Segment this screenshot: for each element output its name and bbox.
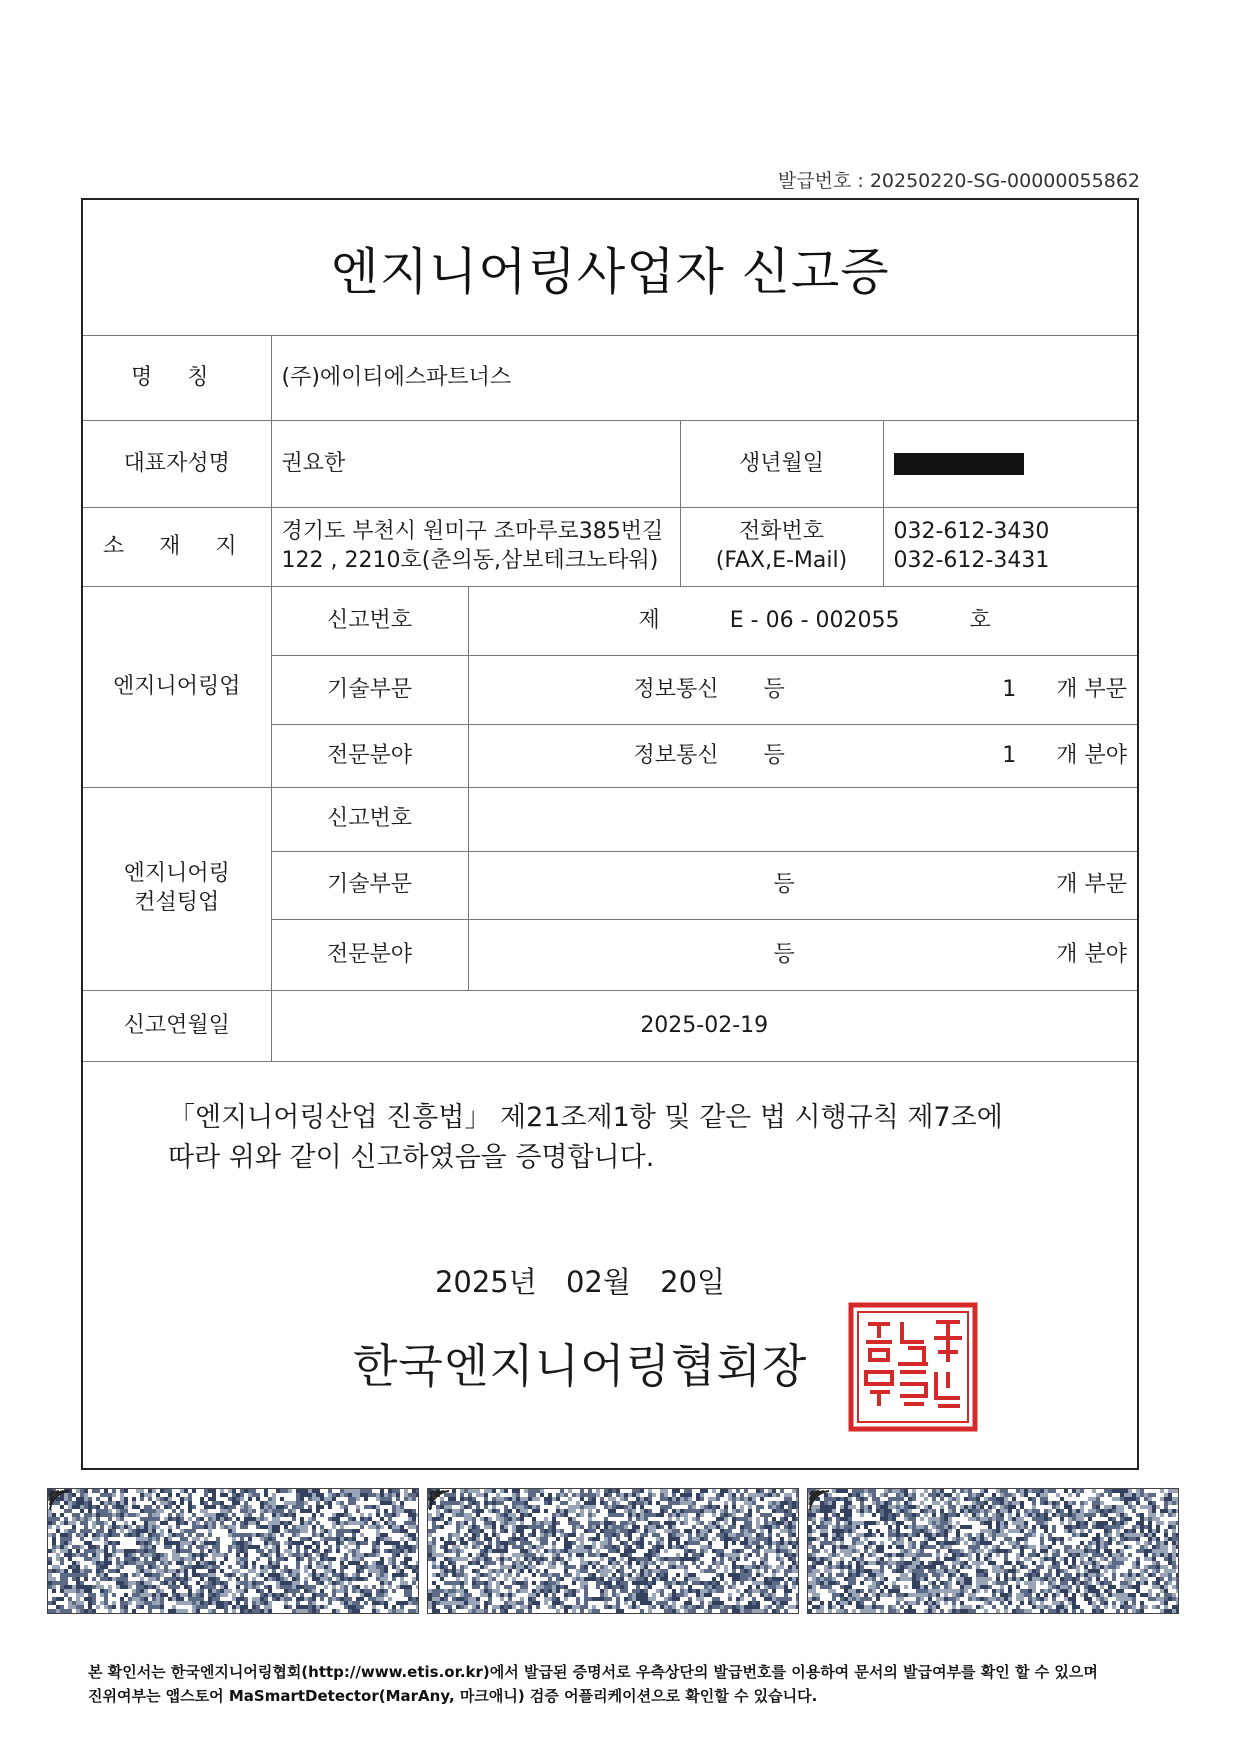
statement-line1: 「엔지니어링산업 진흥법」 제21조제1항 및 같은 법 시행규칙 제7조에 bbox=[168, 1102, 1003, 1133]
eng-report-no-label: 신고번호 bbox=[271, 587, 468, 656]
consult-tech-etc: 등 bbox=[773, 872, 795, 898]
eng-report-row bbox=[83, 587, 1137, 656]
footer-line1: 본 확인서는 한국엔지니어링협회(http://www.etis.or.kr)에서 발급된 증명서로 우측상단의 발급번호를 이용하여 문서의 발급여부를 확인 할 수 있으며 bbox=[88, 1663, 1098, 1681]
official-seal-icon bbox=[848, 1302, 978, 1432]
phone-label-sub: (FAX,E-Mail) bbox=[715, 548, 848, 573]
issuer-name: 한국엔지니어링협회장 bbox=[353, 1339, 808, 1393]
consult-tech-label: 기술부문 bbox=[271, 852, 468, 920]
name-row bbox=[83, 336, 1137, 421]
eng-tech-count: 1 bbox=[1002, 676, 1017, 702]
eng-spec-value bbox=[468, 725, 1137, 788]
engineering-section-label: 엔지니어링업 bbox=[83, 587, 271, 788]
report-date-row bbox=[83, 991, 1137, 1062]
eng-spec-count: 1 bbox=[1002, 742, 1017, 768]
security-barcode-2 bbox=[427, 1488, 799, 1614]
consult-report-no-label: 신고번호 bbox=[271, 788, 468, 852]
eng-report-number: E - 06 - 002055 bbox=[729, 607, 900, 633]
representative-value: 권요한 bbox=[271, 421, 680, 508]
info-table bbox=[83, 335, 1137, 1062]
consult-tech-unit: 개 부문 bbox=[1056, 872, 1127, 898]
address-row bbox=[83, 508, 1137, 587]
consult-spec-etc: 등 bbox=[773, 941, 795, 967]
address-line2: 122 , 2210호(춘의동,삼보테크노타워) bbox=[281, 548, 659, 573]
eng-spec-field: 정보통신 bbox=[633, 742, 719, 768]
name-label: 명 칭 bbox=[83, 336, 271, 421]
representative-row bbox=[83, 421, 1137, 508]
consult-spec-value bbox=[468, 920, 1137, 991]
consult-report-row bbox=[83, 788, 1137, 852]
eng-spec-label: 전문분야 bbox=[271, 725, 468, 788]
consult-spec-label: 전문분야 bbox=[271, 920, 468, 991]
certificate-frame bbox=[81, 198, 1139, 1470]
eng-tech-value bbox=[468, 656, 1137, 725]
issue-month: 02월 bbox=[565, 1265, 631, 1299]
security-pattern-2-icon bbox=[428, 1489, 799, 1614]
eng-report-no-value bbox=[468, 587, 1137, 656]
eng-report-suffix: 호 bbox=[969, 607, 991, 633]
issue-year: 2025년 bbox=[434, 1265, 537, 1299]
name-value: (주)에이티에스파트너스 bbox=[271, 336, 1137, 421]
security-pattern-3-icon bbox=[808, 1489, 1179, 1614]
issue-date bbox=[83, 1260, 1137, 1301]
consult-spec-unit: 개 분야 bbox=[1056, 941, 1127, 967]
phone-value bbox=[883, 508, 1137, 587]
certification-statement bbox=[168, 1098, 1003, 1178]
eng-tech-field: 정보통신 bbox=[633, 676, 719, 702]
birth-date-label: 생년월일 bbox=[680, 421, 883, 508]
eng-tech-label: 기술부문 bbox=[271, 656, 468, 725]
report-date-label: 신고연월일 bbox=[83, 991, 271, 1062]
eng-tech-unit: 개 부문 bbox=[1056, 676, 1127, 702]
consult-report-no-value bbox=[468, 788, 1137, 852]
footer-line2: 진위여부는 앱스토어 MaSmartDetector(MarAny, 마크애니) 검증 어플리케이션으로 확인할 수 있습니다. bbox=[88, 1687, 818, 1705]
phone-label bbox=[680, 508, 883, 587]
consulting-label-line1: 엔지니어링 bbox=[123, 861, 230, 887]
address-line1: 경기도 부천시 원미구 조마루로385번길 bbox=[281, 519, 664, 545]
eng-spec-etc: 등 bbox=[763, 742, 785, 768]
address-label: 소 재 지 bbox=[83, 508, 271, 587]
footer-notice bbox=[88, 1660, 1098, 1708]
issue-number: 발급번호 : 20250220-SG-00000055862 bbox=[777, 170, 1140, 192]
eng-spec-unit: 개 분야 bbox=[1056, 742, 1127, 768]
consulting-label-line2: 컨설팅업 bbox=[134, 890, 220, 915]
phone-number: 032-612-3430 bbox=[893, 519, 1050, 545]
security-barcode-3 bbox=[807, 1488, 1179, 1614]
redaction-bar bbox=[894, 453, 1024, 475]
report-date-value: 2025-02-19 bbox=[271, 991, 1137, 1062]
consult-tech-value bbox=[468, 852, 1137, 920]
security-barcode-1 bbox=[47, 1488, 419, 1614]
document-title: 엔지니어링사업자 신고증 bbox=[330, 242, 890, 301]
verification-barcodes bbox=[47, 1488, 1181, 1616]
eng-tech-etc: 등 bbox=[763, 676, 785, 702]
birth-date-value bbox=[883, 421, 1137, 508]
fax-number: 032-612-3431 bbox=[893, 548, 1050, 573]
security-pattern-1-icon bbox=[48, 1489, 419, 1614]
issue-day: 20일 bbox=[660, 1265, 726, 1299]
phone-label-main: 전화번호 bbox=[738, 519, 824, 545]
statement-line2: 따라 위와 같이 신고하였음을 증명합니다. bbox=[168, 1142, 655, 1173]
representative-label: 대표자성명 bbox=[83, 421, 271, 508]
address-value bbox=[271, 508, 680, 587]
eng-report-prefix: 제 bbox=[638, 607, 660, 633]
consulting-section-label bbox=[83, 788, 271, 991]
